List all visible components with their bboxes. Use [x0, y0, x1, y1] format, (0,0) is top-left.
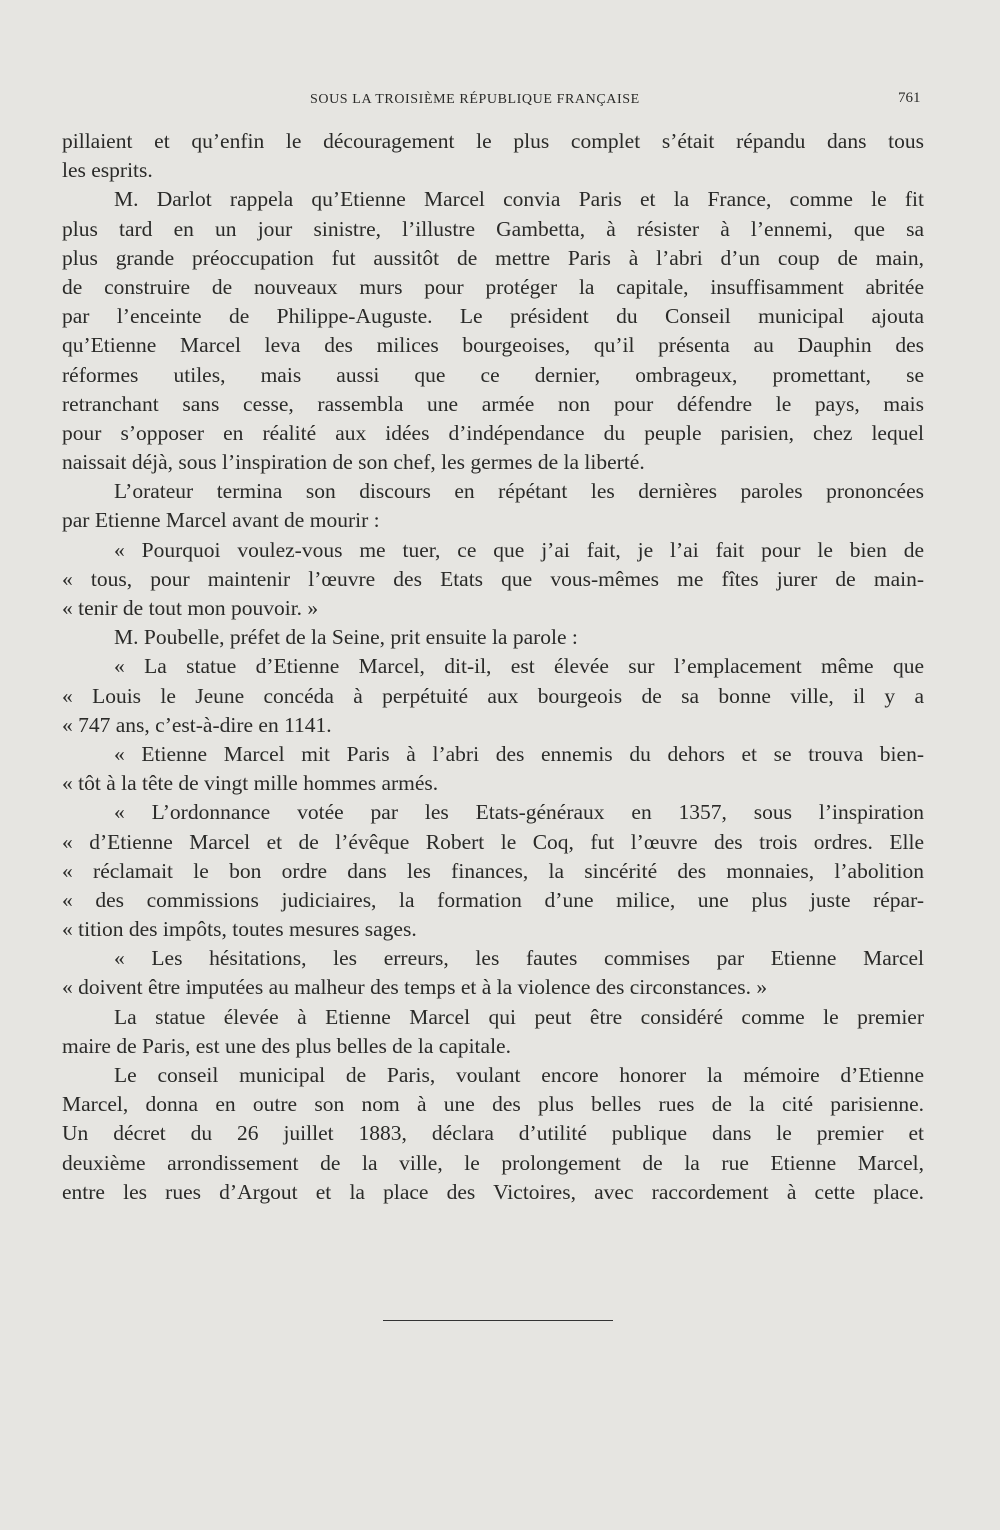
text-line: par Etienne Marcel avant de mourir : — [62, 508, 380, 533]
text-line: « La statue d’Etienne Marcel, dit-il, est élevée sur l’emplacement même que — [114, 654, 924, 679]
page-header — [0, 90, 1000, 114]
text-line: maire de Paris, est une des plus belles de la capitale. — [62, 1033, 511, 1058]
running-title: SOUS LA TROISIÈME RÉPUBLIQUE FRANÇAISE — [310, 92, 640, 107]
text-line: Marcel, donna en outre son nom à une des plus belles rues de la cité parisienne. — [62, 1092, 924, 1117]
text-line: « d’Etienne Marcel et de l’évêque Robert le Coq, fut l’œuvre des trois ordres. Elle — [62, 829, 924, 854]
end-rule — [383, 1320, 613, 1321]
text-line: « doivent être imputées au malheur des temps et à la violence des circonstances. » — [62, 975, 768, 1000]
text-line: M. Poubelle, préfet de la Seine, prit ensuite la parole : — [114, 625, 578, 650]
text-line: entre les rues d’Argout et la place des Victoires, avec raccordement à cette place. — [62, 1179, 924, 1204]
text-line: « des commissions judiciaires, la formation d’une milice, une plus juste répar- — [62, 887, 924, 912]
text-line: « L’ordonnance votée par les Etats-généraux en 1357, sous l’inspiration — [114, 800, 924, 825]
text-line: qu’Etienne Marcel leva des milices bourgeoises, qu’il présenta au Dauphin des — [62, 333, 924, 358]
text-line: plus tard en un jour sinistre, l’illustre Gambetta, à résister à l’ennemi, que sa — [62, 216, 924, 241]
text-line: « Pourquoi voulez-vous me tuer, ce que j’ai fait, je l’ai fait pour le bien de — [114, 537, 924, 562]
text-line: réformes utiles, mais aussi que ce dernier, ombrageux, promettant, se — [62, 362, 924, 387]
text-line: « tôt à la tête de vingt mille hommes armés. — [62, 771, 439, 796]
text-line: « Les hésitations, les erreurs, les fautes commises par Etienne Marcel — [114, 946, 924, 971]
text-line: « tous, pour maintenir l’œuvre des Etats que vous-mêmes me fîtes jurer de main- — [62, 566, 924, 591]
text-line: par l’enceinte de Philippe-Auguste. Le président du Conseil municipal ajouta — [62, 304, 924, 329]
text-line: L’orateur termina son discours en répétant les dernières paroles prononcées — [114, 479, 924, 504]
text-line: naissait déjà, sous l’inspiration de son chef, les germes de la liberté. — [62, 450, 645, 475]
text-line: M. Darlot rappela qu’Etienne Marcel convia Paris et la France, comme le fit — [114, 187, 924, 212]
text-line: « Louis le Jeune concéda à perpétuité aux bourgeois de sa bonne ville, il y a — [62, 683, 924, 708]
text-line: La statue élevée à Etienne Marcel qui peut être considéré comme le premier — [114, 1004, 924, 1029]
text-line: de construire de nouveaux murs pour protéger la capitale, insuffisamment abritée — [62, 274, 924, 299]
text-line: Un décret du 26 juillet 1883, déclara d’utilité publique dans le premier et — [62, 1121, 924, 1146]
page-number: 761 — [898, 90, 921, 106]
text-line: pour s’opposer en réalité aux idées d’indépendance du peuple parisien, chez lequel — [62, 420, 924, 445]
text-line: retranchant sans cesse, rassembla une armée non pour défendre le pays, mais — [62, 391, 924, 416]
text-line: « réclamait le bon ordre dans les finances, la sincérité des monnaies, l’abolition — [62, 858, 924, 883]
text-line: deuxième arrondissement de la ville, le prolongement de la rue Etienne Marcel, — [62, 1150, 924, 1175]
body-text — [62, 127, 924, 1207]
text-line: pillaient et qu’enfin le découragement le plus complet s’était répandu dans tous — [62, 129, 924, 153]
text-line: « tition des impôts, toutes mesures sages. — [62, 917, 417, 942]
text-line: les esprits. — [62, 158, 153, 183]
text-line: « 747 ans, c’est-à-dire en 1141. — [62, 712, 332, 737]
text-line: « Etienne Marcel mit Paris à l’abri des ennemis du dehors et se trouva bien- — [114, 741, 924, 766]
text-line: plus grande préoccupation fut aussitôt de mettre Paris à l’abri d’un coup de main, — [62, 245, 924, 270]
text-line: « tenir de tout mon pouvoir. » — [62, 596, 319, 620]
text-line: Le conseil municipal de Paris, voulant encore honorer la mémoire d’Etienne — [114, 1063, 924, 1087]
